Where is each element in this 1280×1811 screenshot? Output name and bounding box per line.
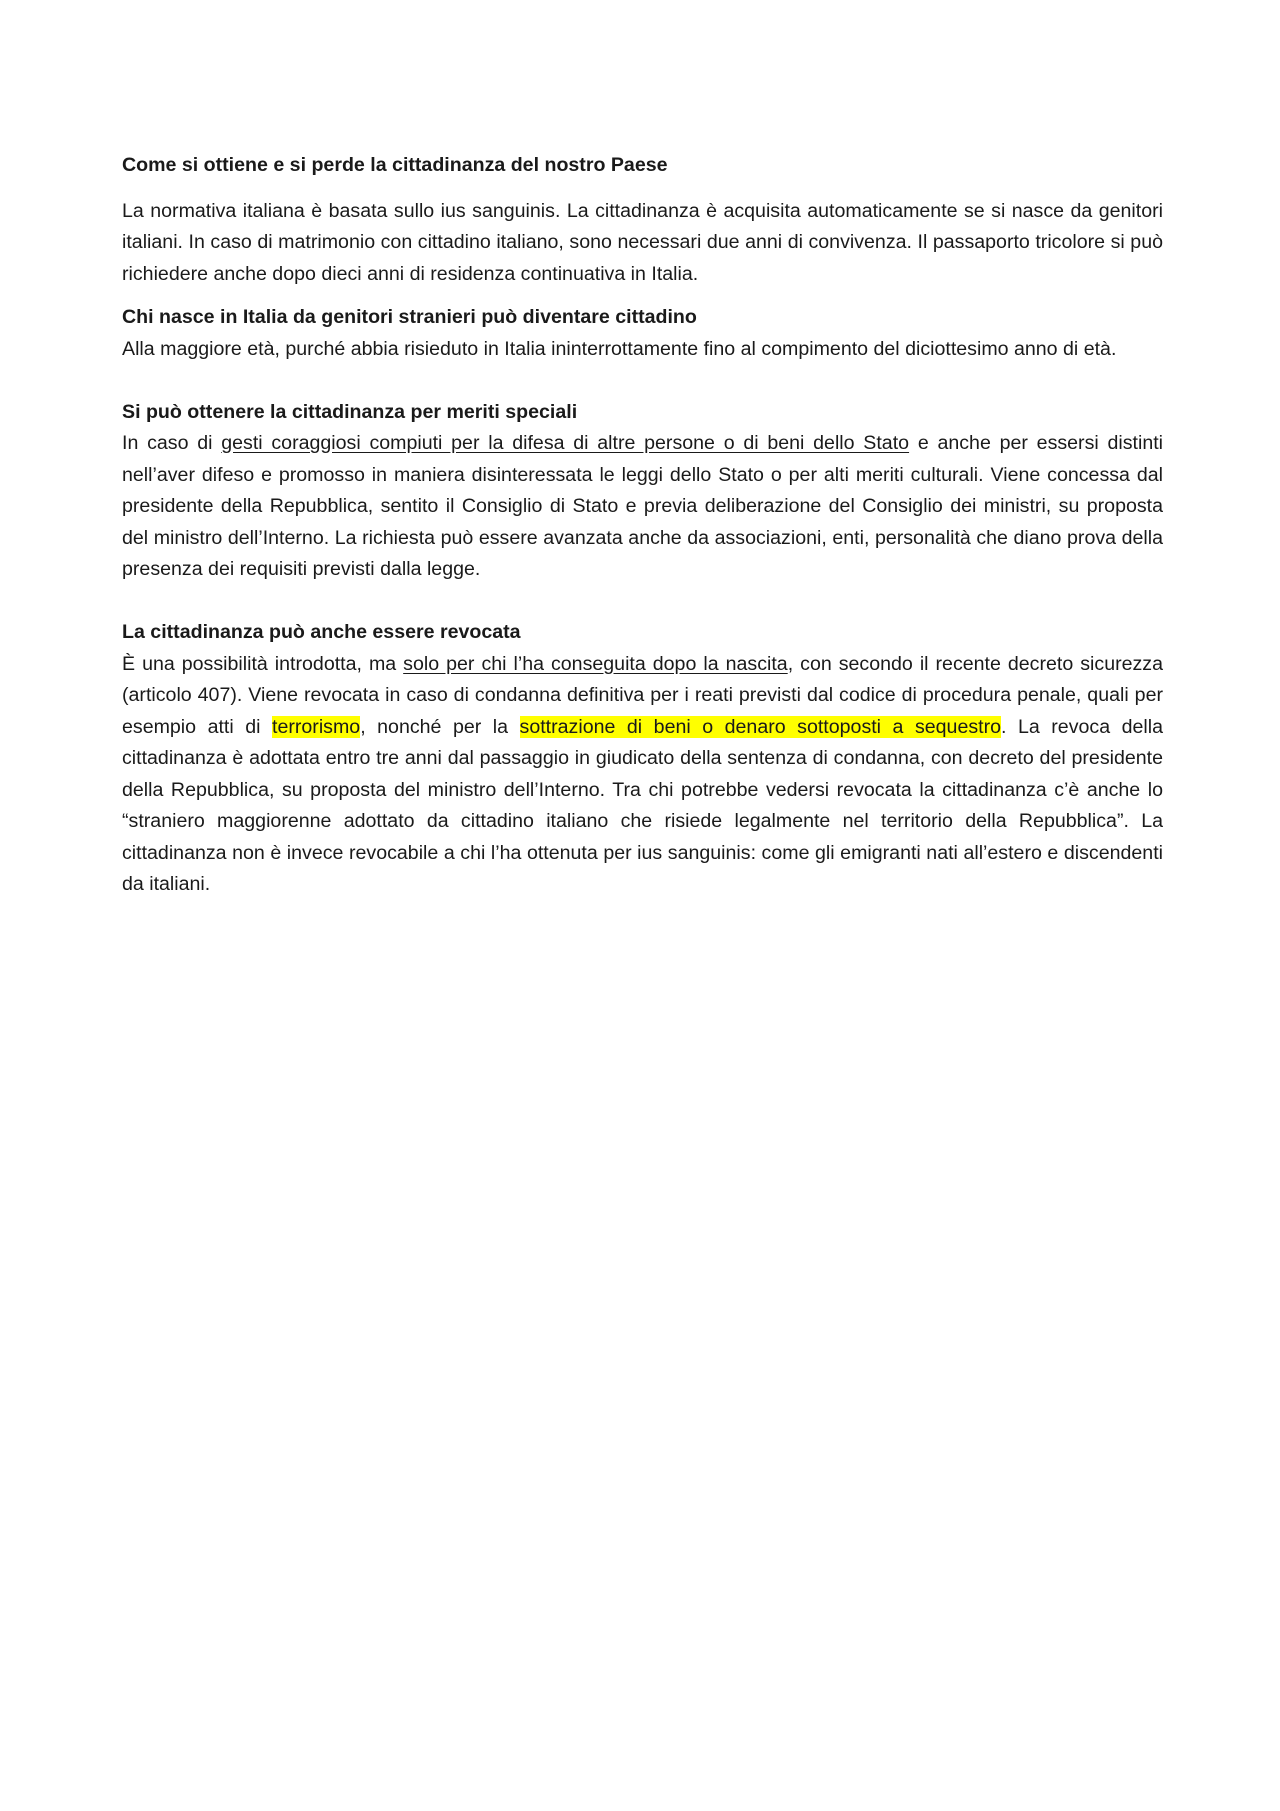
intro-paragraph: La normativa italiana è basata sullo ius sanguinis. La cittadinanza è acquisita automaticamente se si nasce da genitori italiani. In caso di matrimonio con cittadino italiano, sono necessari due anni di convivenza. Il passaporto tricolore si può richiedere anche dopo dieci anni di residenza continuativa in Italia. — [122, 199, 1163, 285]
document-title: Come si ottiene e si perde la cittadinanza del nostro Paese — [122, 154, 668, 176]
highlighted-text: sottrazione di beni o denaro sottoposti a sequestro — [519, 715, 1002, 738]
spacer — [122, 365, 1163, 397]
section-heading: Si può ottenere la cittadinanza per meriti speciali — [122, 400, 578, 423]
highlighted-text: terrorismo — [272, 715, 361, 738]
body-text: È una possibilità introdotta, ma — [122, 652, 404, 675]
section-body: Alla maggiore età, purché abbia risieduto in Italia ininterrottamente fino al compimento del diciottesimo anno di età. — [122, 337, 1117, 360]
section-heading: La cittadinanza può anche essere revocata — [122, 621, 521, 643]
section-special-merits — [122, 397, 1163, 586]
spacer — [122, 290, 1163, 302]
section-heading: Chi nasce in Italia da genitori stranieri può diventare cittadino — [122, 306, 697, 328]
underlined-text: gesti coraggiosi compiuti per la difesa di altre persone o di beni dello Stato — [221, 432, 910, 454]
body-text: In caso di — [122, 432, 222, 454]
body-text: e anche per essersi distinti nell’aver difeso e promosso in maniera disinteressata le leggi dello Stato o per alti meriti culturali. Viene concessa dal presidente della Repubblica, sentito il Consiglio di Stato e previa deliberazione del Consiglio dei ministri, su proposta del ministro dell’Interno. La richiesta può essere avanzata anche da associazioni, enti, personalità che diano prova della presenza dei requisiti previsti dalla legge. — [122, 432, 1164, 580]
section-revocation — [122, 617, 1163, 901]
body-text: , con secondo il recente decreto sicurezza (articolo 407). Viene revocata in caso di condanna definitiva per i reati previsti dal codice di procedura penale, quali per esempio atti di — [122, 652, 1163, 738]
section-body — [122, 428, 1163, 586]
document-page — [122, 150, 1163, 901]
section-body — [122, 649, 1163, 901]
spacer — [122, 586, 1163, 618]
body-text: , nonché per la — [360, 715, 520, 738]
section-born-in-italy — [122, 302, 1163, 365]
body-text: . La revoca della cittadinanza è adottata entro tre anni dal passaggio in giudicato della sentenza di condanna, con decreto del presidente della Repubblica, su proposta del ministro dell’Interno. Tra chi potrebbe vedersi revocata la cittadinanza c’è anche lo “straniero maggiorenne adottato da cittadino italiano che risiede legalmente nel territorio della Repubblica”. La cittadinanza non è invece revocabile a chi l’ha ottenuta per ius sanguinis: come gli emigranti nati all’estero e discendenti da italiani. — [122, 715, 1164, 895]
underlined-text: solo per chi l’ha conseguita dopo la nascita — [403, 652, 788, 675]
